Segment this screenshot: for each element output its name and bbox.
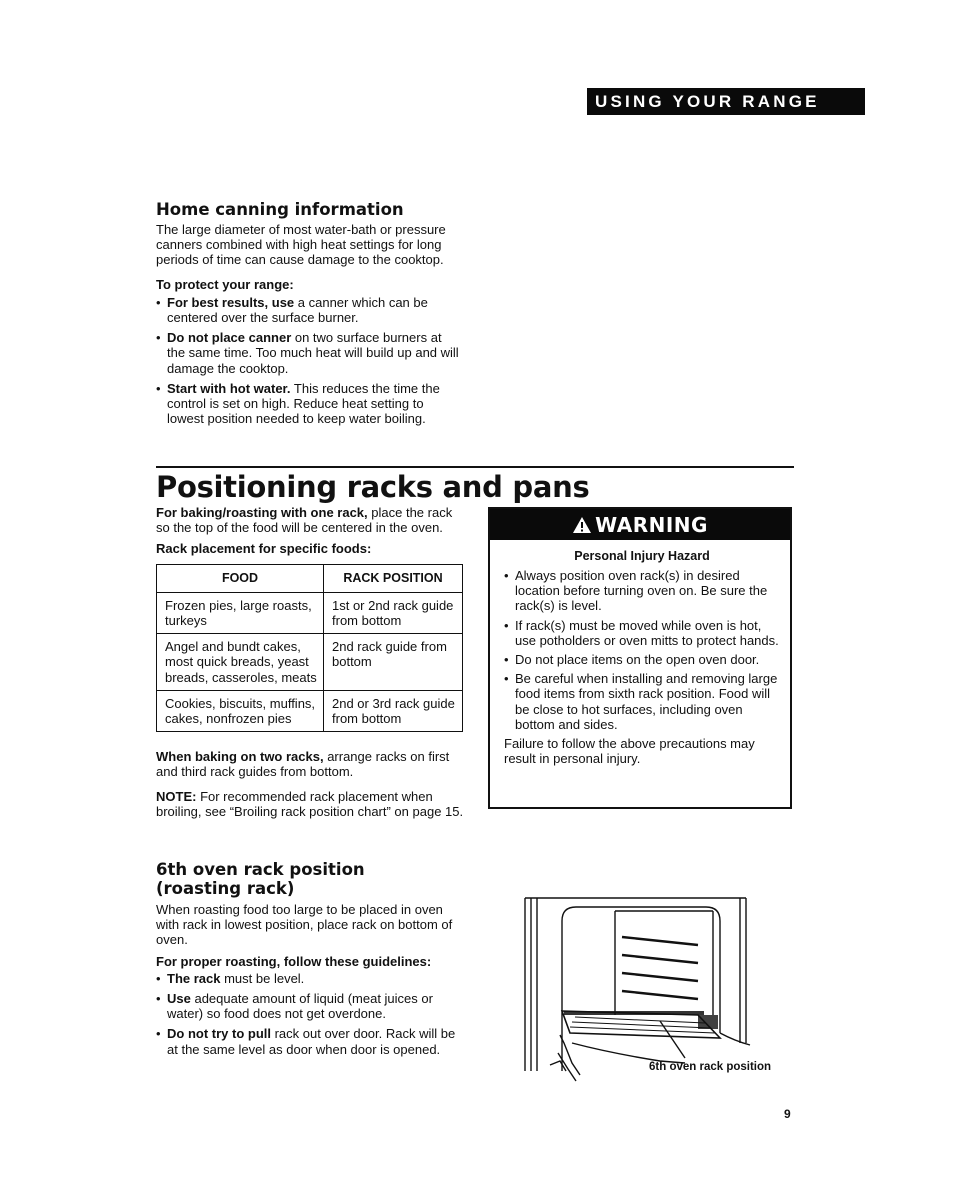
one-rack-lead: For baking/roasting with one rack, [156,505,368,520]
warning-title: WARNING [595,512,708,537]
table-cell: 1st or 2nd rack guide from bottom [324,592,463,633]
sixth-rack-title-line2: (roasting rack) [156,879,295,898]
note-lead: NOTE: [156,788,197,804]
guidelines-label: For proper roasting, follow these guidelines: [156,953,432,969]
page-number: 9 [784,1107,791,1121]
warning-box [488,507,792,809]
warning-subtitle: Personal Injury Hazard [574,549,710,563]
one-rack-paragraph [156,505,466,535]
rack-placement-table [156,564,463,733]
two-racks-paragraph [156,749,466,779]
bullet-text: rack out over door. Rack will be at the same level as door when door is opened. [167,1026,456,1057]
table-row [157,592,463,633]
sixth-rack-title [156,860,466,898]
figure-caption: 6th oven rack position [649,1061,772,1073]
bullet-lead: The rack [167,970,221,986]
list-item: • Do not place items on the open oven door. [504,652,780,667]
canning-title: Home canning information [156,200,404,219]
table-cell: 2nd rack guide from bottom [324,634,463,691]
table-cell: Frozen pies, large roasts, turkeys [157,592,324,633]
table-header-row [157,564,463,592]
positioning-title: Positioning racks and pans [156,470,590,504]
bullet-lead: Use [167,991,191,1007]
warning-footer: Failure to follow the above precautions may result in personal injury. [504,736,755,767]
section-divider [156,466,794,468]
sixth-rack-title-line1: 6th oven rack position [156,860,365,879]
canning-intro: The large diameter of most water-bath or pressure canners combined with high heat settings for long periods of time can cause damage to the cooktop. [156,222,446,268]
sixth-rack-bullet-list [156,971,466,1057]
table-row [157,634,463,691]
canning-section [156,200,462,431]
section-header-bar [587,88,865,115]
bullet-lead: Do not place canner [167,330,292,346]
oven-rack-drawing [520,893,780,1083]
list-item [156,991,466,1021]
section-header-label: USING YOUR RANGE [595,92,820,111]
list-item [156,971,466,986]
bullet-text: This reduces the time the control is set on high. Reduce heat setting to lowest position needed to keep water boiling. [167,380,440,427]
bullet-lead: Do not try to pull [167,1026,271,1042]
note-text: For recommended rack placement when broiling, see “Broiling rack position chart” on page 15. [156,788,464,819]
list-item [156,295,462,325]
table-cell: Angel and bundt cakes, most quick breads, yeast breads, casseroles, meats [157,634,324,691]
bullet-text: a canner which can be centered over the surface burner. [167,294,428,326]
protect-label: To protect your range: [156,276,294,292]
table-row [157,690,463,731]
warning-bullet-list [504,568,780,732]
list-item: • Be careful when installing and removing large food items from sixth rack position. Food will be close to hot surfaces, including oven bottom and sides. [504,671,780,732]
column-header-rack-position: RACK POSITION [324,564,463,592]
oven-illustration [520,893,780,1083]
table-cell: Cookies, biscuits, muffins, cakes, nonfrozen pies [157,690,324,731]
canning-bullet-list [156,295,462,427]
warning-body [490,540,790,766]
bullet-text: adequate amount of liquid (meat juices or water) so food does not get overdone. [167,991,433,1022]
list-item: • If rack(s) must be moved while oven is hot, use potholders or oven mitts to protect hands. [504,618,780,648]
bullet-lead: Start with hot water. [167,380,291,396]
sixth-rack-section [156,860,466,1062]
column-header-food: FOOD [157,564,324,592]
warning-header [490,509,790,540]
bullet-text: on two surface burners at the same time. Too much heat will build up and will damage the cooktop. [167,330,459,376]
placement-label: Rack placement for specific foods: [156,541,372,557]
bullet-text: must be level. [220,970,305,986]
bullet-lead: For best results, use [167,294,295,310]
list-item [156,1026,466,1056]
one-rack-text: place the rack so the top of the food will be centered in the oven. [156,505,453,536]
table-cell: 2nd or 3rd rack guide from bottom [324,690,463,731]
warning-triangle-icon [572,516,592,534]
two-racks-lead: When baking on two racks, [156,749,324,765]
list-item: • Always position oven rack(s) in desired location before turning oven on. Be sure the rack(s) is level. [504,568,780,614]
two-racks-text: arrange racks on first and third rack guides from bottom. [156,749,450,780]
sixth-rack-intro: When roasting food too large to be placed in oven with rack in lowest position, place rack on bottom of oven. [156,902,453,948]
list-item [156,381,462,427]
list-item [156,330,462,376]
note-paragraph [156,789,466,819]
positioning-section [156,505,466,819]
